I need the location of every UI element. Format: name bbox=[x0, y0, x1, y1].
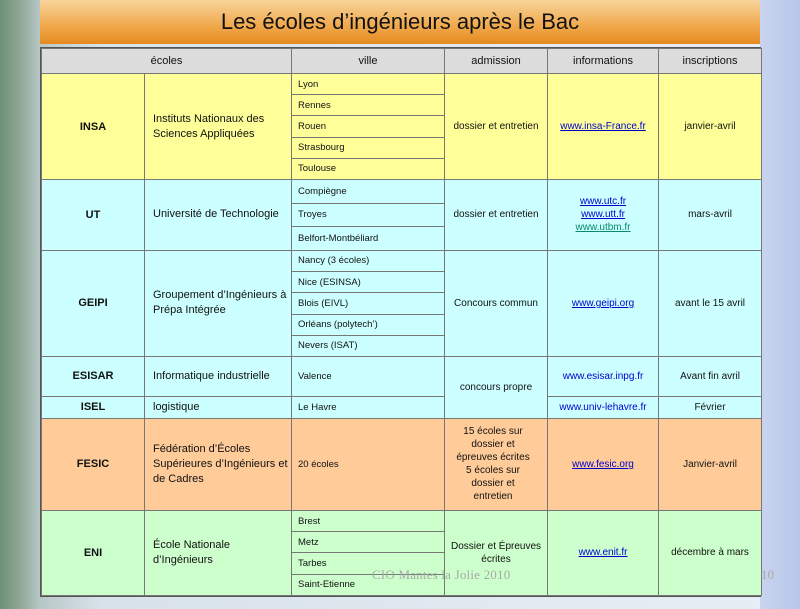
info-cell bbox=[548, 180, 659, 251]
school-name: Fédération d’Écoles Supérieures d’Ingénieurs et de Cadres bbox=[145, 418, 292, 510]
school-name: Université de Technologie bbox=[145, 180, 292, 251]
school-name: logistique bbox=[145, 396, 292, 418]
admission-cell: Dossier et Épreuves écrites bbox=[445, 510, 548, 595]
footer-text: CIO Mantes la Jolie 2010 bbox=[372, 567, 511, 582]
city-cell: Orléans (polytech’) bbox=[292, 314, 445, 335]
table-header-row bbox=[42, 49, 762, 74]
info-link[interactable]: www.utc.fr bbox=[579, 196, 627, 208]
city-cell: Compiègne bbox=[292, 180, 445, 204]
city-cell: Troyes bbox=[292, 203, 445, 227]
info-cell bbox=[548, 74, 659, 180]
header-informations: informations bbox=[548, 49, 659, 74]
admission-cell: 15 écoles sur dossier et épreuves écrites 5 écoles sur dossier et entretien bbox=[445, 418, 548, 510]
slide-title bbox=[40, 0, 760, 44]
info-link[interactable]: www.utbm.fr bbox=[575, 222, 631, 234]
info-cell bbox=[548, 356, 659, 396]
city-cell: Strasbourg bbox=[292, 137, 445, 158]
header-admission: admission bbox=[445, 49, 548, 74]
school-code: GEIPI bbox=[42, 250, 145, 356]
city-cell: Metz bbox=[292, 532, 445, 553]
header-inscriptions: inscriptions bbox=[659, 49, 762, 74]
city-cell: Rouen bbox=[292, 116, 445, 137]
info-cell bbox=[548, 250, 659, 356]
table-row bbox=[42, 180, 762, 204]
slide-right-band bbox=[760, 0, 800, 609]
page-number: 10 bbox=[761, 567, 774, 582]
table-row bbox=[42, 74, 762, 95]
inscriptions-cell: décembre à mars bbox=[659, 510, 762, 595]
info-link[interactable]: www.fesic.org bbox=[572, 458, 634, 470]
admission-cell: dossier et entretien bbox=[445, 180, 548, 251]
schools-table-grid bbox=[41, 48, 762, 596]
info-cell bbox=[548, 418, 659, 510]
city-cell: Nevers (ISAT) bbox=[292, 335, 445, 356]
admission-cell: concours propre bbox=[445, 356, 548, 418]
city-cell: 20 écoles bbox=[292, 418, 445, 510]
city-cell: Saint-Etienne bbox=[292, 574, 445, 595]
table-row bbox=[42, 418, 762, 510]
school-code: ISEL bbox=[42, 396, 145, 418]
info-link[interactable]: www.insa-France.fr bbox=[560, 121, 646, 133]
info-link[interactable]: www.enit.fr bbox=[578, 547, 628, 559]
inscriptions-cell: avant le 15 avril bbox=[659, 250, 762, 356]
inscriptions-cell: mars-avril bbox=[659, 180, 762, 251]
admission-cell: dossier et entretien bbox=[445, 74, 548, 180]
inscriptions-cell: Janvier-avril bbox=[659, 418, 762, 510]
info-link[interactable]: www.esisar.inpg.fr bbox=[562, 370, 644, 382]
city-cell: Brest bbox=[292, 510, 445, 531]
table-row bbox=[42, 356, 762, 396]
slide-title-text: Les écoles d’ingénieurs après le Bac bbox=[220, 9, 580, 34]
city-cell: Rennes bbox=[292, 95, 445, 116]
inscriptions-cell: janvier-avril bbox=[659, 74, 762, 180]
city-cell: Nice (ESINSA) bbox=[292, 272, 445, 293]
table-row bbox=[42, 396, 762, 418]
info-link[interactable]: www.univ-lehavre.fr bbox=[559, 401, 647, 413]
school-code: ENI bbox=[42, 510, 145, 595]
table-row bbox=[42, 250, 762, 271]
city-cell: Toulouse bbox=[292, 158, 445, 179]
info-cell bbox=[548, 396, 659, 418]
inscriptions-cell: Février bbox=[659, 396, 762, 418]
schools-table bbox=[40, 47, 761, 597]
info-link[interactable]: www.utt.fr bbox=[581, 209, 625, 221]
city-cell: Lyon bbox=[292, 74, 445, 95]
header-ville: ville bbox=[292, 49, 445, 74]
info-cell bbox=[548, 510, 659, 595]
city-cell: Nancy (3 écoles) bbox=[292, 250, 445, 271]
school-code: FESIC bbox=[42, 418, 145, 510]
school-name: Instituts Nationaux des Sciences Appliquées bbox=[145, 74, 292, 180]
city-cell: Blois (EIVL) bbox=[292, 293, 445, 314]
school-code: INSA bbox=[42, 74, 145, 180]
school-name: Groupement d’Ingénieurs à Prépa Intégrée bbox=[145, 250, 292, 356]
table-row bbox=[42, 510, 762, 531]
school-code: ESISAR bbox=[42, 356, 145, 396]
city-cell: Tarbes bbox=[292, 553, 445, 574]
inscriptions-cell: Avant fin avril bbox=[659, 356, 762, 396]
admission-cell: Concours commun bbox=[445, 250, 548, 356]
city-cell: Le Havre bbox=[292, 396, 445, 418]
header-ecoles: écoles bbox=[42, 49, 292, 74]
school-name: École Nationale d’Ingénieurs bbox=[145, 510, 292, 595]
info-link[interactable]: www.geipi.org bbox=[571, 297, 635, 309]
city-cell: Valence bbox=[292, 356, 445, 396]
city-cell: Belfort-Montbéliard bbox=[292, 227, 445, 251]
school-code: UT bbox=[42, 180, 145, 251]
school-name: Informatique industrielle bbox=[145, 356, 292, 396]
